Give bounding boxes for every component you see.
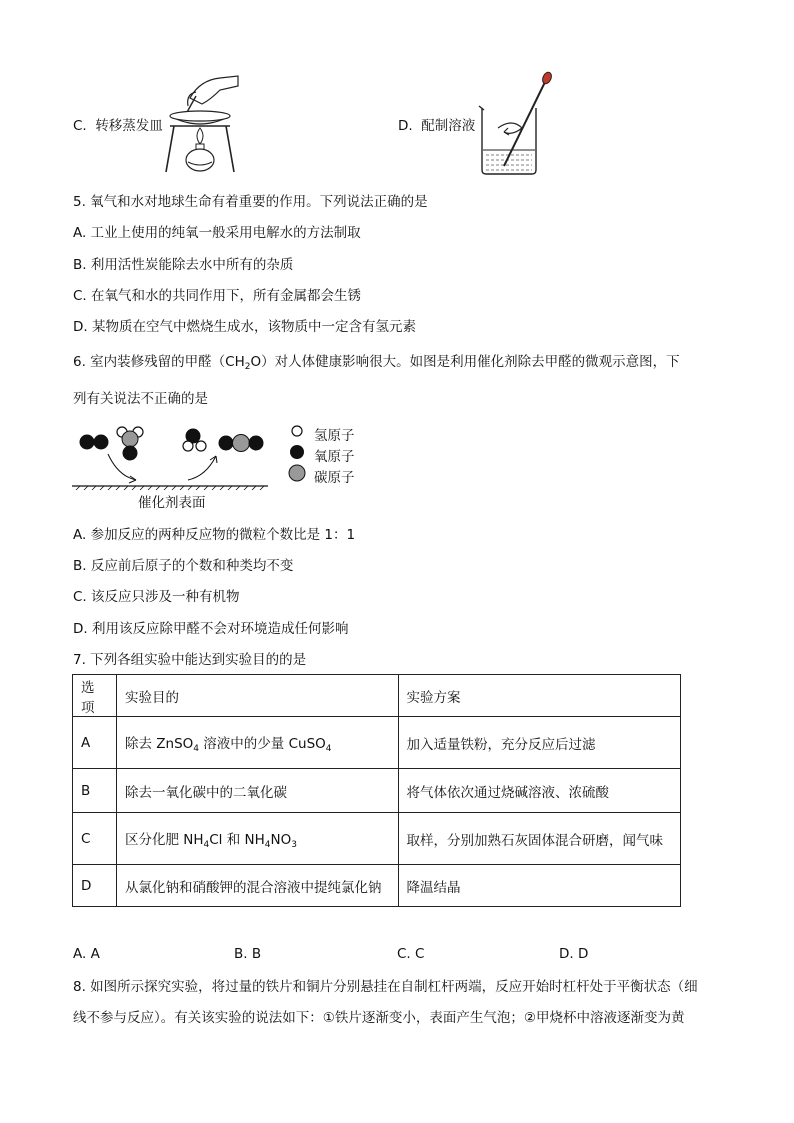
q7-answer-c: C. C: [397, 946, 425, 962]
row-plan: 加入适量铁粉，充分反应后过滤: [398, 717, 681, 769]
legend-oxygen-label: 氧原子: [314, 449, 355, 465]
q7-answer-b: B. B: [234, 946, 262, 962]
q6-stem-line1: [73, 352, 680, 377]
q6-option-b: B. 反应前后原子的个数和种类均不变: [73, 558, 294, 574]
nitrate-formula: $NO_3$: [270, 831, 297, 850]
table-row: [73, 717, 681, 769]
q7-stem: 7. 下列各组实验中能达到实验目的的是: [73, 652, 307, 668]
legend-carbon-label: 碳原子: [314, 470, 355, 486]
q5-option-a: A. 工业上使用的纯氧一般采用电解水的方法制取: [73, 225, 361, 241]
header-option: 选项: [73, 675, 117, 717]
evaporating-dish-figure: [160, 70, 240, 175]
row-plan: 降温结晶: [398, 865, 681, 907]
catalyst-surface-label: 催化剂表面: [138, 495, 206, 511]
row-plan: 将气体依次通过烧碱溶液、浓硫酸: [398, 769, 681, 813]
row-option: D: [73, 865, 117, 907]
q4-option-c-text: 转移蒸发皿: [95, 118, 163, 134]
row-option: A: [73, 717, 117, 769]
q6-formula: $CH_2O$: [225, 354, 262, 372]
q7-answer-d: D. D: [559, 946, 589, 962]
table-row: [73, 865, 681, 907]
table-header-row: [73, 675, 681, 717]
row-purpose: 区分化肥 $NH_4Cl$ 和 $NH_4NO_3$: [116, 813, 398, 865]
q6-stem-part2: ）对人体健康影响很大。如图是利用催化剂除去甲醛的微观示意图，下: [261, 354, 680, 370]
table-row: [73, 813, 681, 865]
beaker-dropper-figure: [476, 70, 556, 176]
q4-option-d-label: D.: [398, 118, 413, 134]
row-option: C: [73, 813, 117, 865]
row-purpose: 从氯化钠和硝酸钾的混合溶液中提纯氯化钠: [116, 865, 398, 907]
q5-option-c: C. 在氧气和水的共同作用下，所有金属都会生锈: [73, 288, 362, 304]
q6-stem-part1: 6. 室内装修残留的甲醛（: [73, 354, 226, 370]
q8-line1: 8. 如图所示探究实验，将过量的铁片和铜片分别悬挂在自制杠杆两端，反应开始时杠杆处于平衡状态（细: [73, 979, 698, 995]
row-purpose: 除去 ZnSO$_4$ 溶液中的少量 CuSO$_4$: [116, 717, 398, 769]
header-purpose: 实验目的: [116, 675, 398, 717]
q4-option-d-text: 配制溶液: [421, 118, 476, 134]
q5-stem: 5. 氧气和水对地球生命有着重要的作用。下列说法正确的是: [73, 194, 428, 210]
row-option: B: [73, 769, 117, 813]
q4-option-c-label: C.: [73, 118, 87, 134]
row-purpose: 除去一氧化碳中的二氧化碳: [116, 769, 398, 813]
q4-option-c: [73, 114, 163, 134]
q7-answer-a: A. A: [73, 946, 100, 962]
header-plan: 实验方案: [398, 675, 681, 717]
table-row: [73, 769, 681, 813]
q6-option-c: C. 该反应只涉及一种有机物: [73, 589, 240, 605]
q5-option-d: D. 某物质在空气中燃烧生成水，该物质中一定含有氢元素: [73, 319, 416, 335]
q4-option-d: [398, 114, 475, 134]
q5-option-b: B. 利用活性炭能除去水中所有的杂质: [73, 257, 294, 273]
q6-stem-line2: 列有关说法不正确的是: [73, 391, 208, 407]
q8-line2: 线不参与反应）。有关该实验的说法如下：①铁片逐渐变小，表面产生气泡；②甲烧杯中溶液逐渐变为黄: [73, 1010, 685, 1026]
q7-table: [72, 674, 681, 907]
q6-option-d: D. 利用该反应除甲醛不会对环境造成任何影响: [73, 621, 349, 637]
q6-option-a: A. 参加反应的两种反应物的微粒个数比是 1：1: [73, 527, 356, 543]
legend-hydrogen-label: 氢原子: [314, 428, 355, 444]
row-plan: 取样，分别加熟石灰固体混合研磨，闻气味: [398, 813, 681, 865]
